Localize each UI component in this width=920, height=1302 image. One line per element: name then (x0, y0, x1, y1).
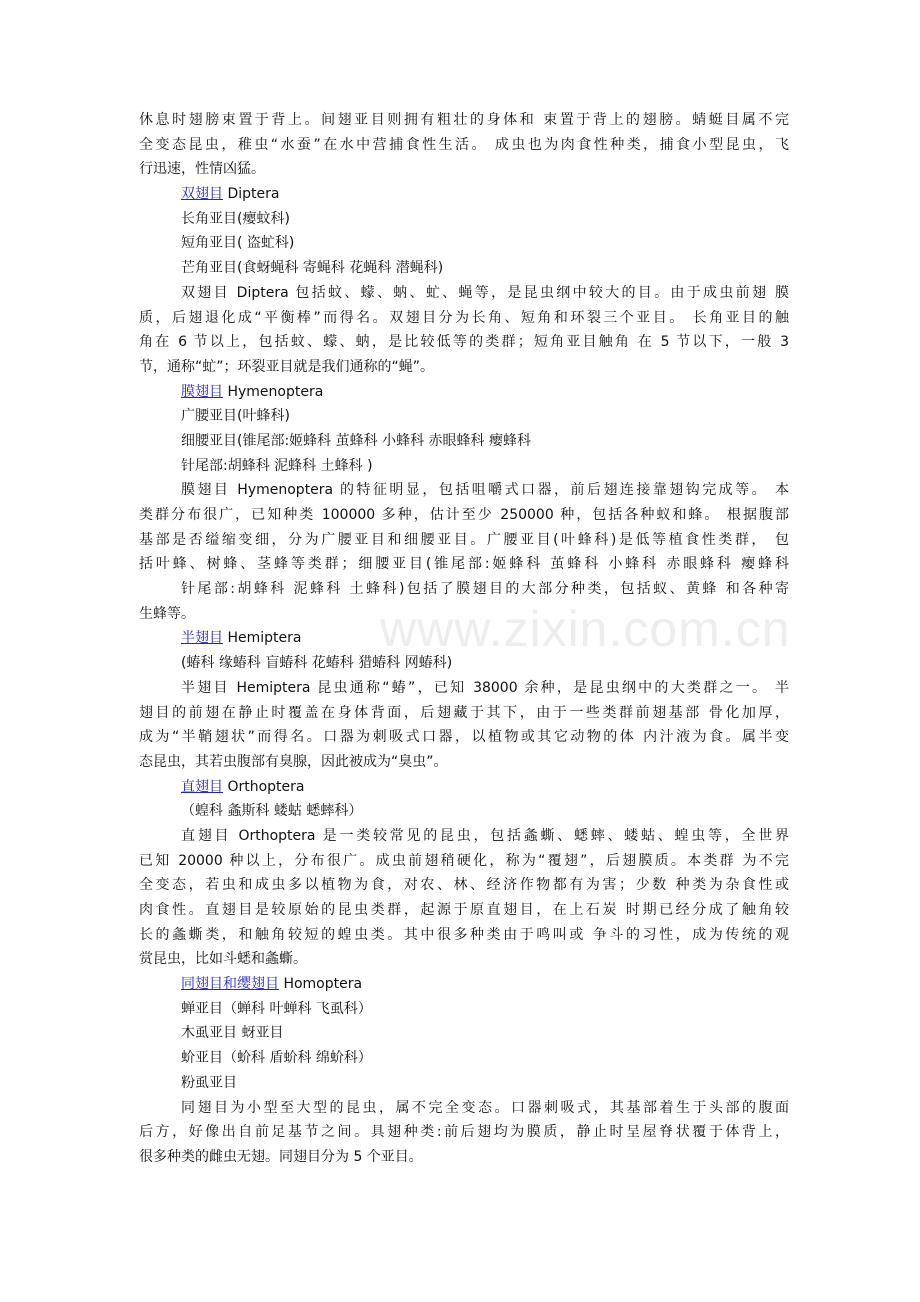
suborder-line: 长角亚目(瘿蚊科) (181, 210, 290, 227)
paragraph-line: 双翅目 Diptera 包括蚊、蠓、蚋、虻、蝇等，是昆虫纲中较大的目。由于成虫前翅 膜 (181, 284, 789, 301)
suborder-line: 蝉亚目（蝉科 叶蝉科 飞虱科） (181, 1000, 372, 1017)
intro-line: 全变态昆虫，稚虫“水蚕”在水中营捕食性生活。 成虫也为肉食性种类，捕食小型昆虫，飞 (139, 136, 789, 153)
paragraph-line: 同翅目为小型至大型的昆虫，属不完全变态。口器刺吸式，其基部着生于头部的腹面 (181, 1099, 789, 1116)
paragraph-line: 角在 6 节以上，包括蚊、蠓、蚋，是比较低等的类群；短角亚目触角 在 5 节以下，一般 3 (139, 334, 789, 351)
section-heading-diptera (139, 182, 789, 207)
diptera-latin: Diptera (227, 186, 280, 203)
paragraph-line: 翅目的前翅在静止时覆盖在身体背面，后翅藏于其下，由于一些类群前翅基部 骨化加厚， (139, 704, 789, 721)
paragraph-line: 半翅目 Hemiptera 昆虫通称“蝽”，已知 38000 余种，是昆虫纲中的大类群之一。 半 (181, 679, 789, 696)
suborder-line: 短角亚目( 盗虻科) (181, 235, 295, 252)
paragraph-line: 肉食性。直翅目是较原始的昆虫类群，起源于原直翅目，在上石炭 时期已经分成了触角较 (139, 902, 789, 918)
paragraph-line: 赏昆虫，比如斗蟋和螽蟖。 (139, 951, 307, 968)
section-heading-orthoptera (139, 775, 789, 800)
paragraph-line: 膜翅目 Hymenoptera 的特征明显，包括咀嚼式口器，前后翅连接靠翅钩完成等。 本 (181, 482, 789, 499)
suborder-line: 芒角亚目(食蚜蝇科 寄蝇科 花蝇科 潜蝇科) (181, 260, 444, 277)
paragraph-line: 长的螽蟖类，和触角较短的蝗虫类。其中很多种类由于鸣叫或 争斗的习性，成为传统的观 (139, 926, 789, 943)
homoptera-latin: Homoptera (283, 976, 363, 993)
family-line: (蝽科 缘蝽科 盲蝽科 花蝽科 猎蝽科 网蝽科) (181, 655, 453, 672)
intro-line: 行迅速，性情凶猛。 (139, 161, 265, 178)
paragraph-line: 全变态，若虫和成虫多以植物为食，对农、林、经济作物都有为害；少数 种类为杂食性或 (139, 877, 789, 894)
suborder-line: 粉虱亚目 (181, 1074, 237, 1091)
paragraph-line: 类群分布很广，已知种类 100000 多种，估计至少 250000 种，包括各种蚁和蜂。 根据腹部 (139, 507, 789, 523)
paragraph-line: 节，通称“虻”；环裂亚目就是我们通称的“蝇”。 (139, 358, 435, 375)
paragraph-line: 态昆虫，其若虫腹部有臭腺，因此被成为“臭虫”。 (139, 753, 448, 770)
suborder-line: 蚧亚目（蚧科 盾蚧科 绵蚧科） (181, 1050, 372, 1067)
paragraph-line: 针尾部:胡蜂科 泥蜂科 土蜂科)包括了膜翅目的大部分种类，包括蚁、黄蜂 和各种寄 (181, 581, 789, 598)
section-heading-hemiptera (139, 626, 789, 651)
document-body (139, 108, 789, 1170)
section-heading-homoptera (139, 972, 789, 997)
suborder-line: 细腰亚目(锥尾部:姬蜂科 茧蜂科 小蜂科 赤眼蜂科 瘿蜂科 (181, 432, 531, 449)
hemiptera-link[interactable]: 半翅目 (181, 630, 223, 647)
suborder-line: 广腰亚目(叶蜂科) (181, 408, 290, 425)
paragraph-line: 后方，好像出自前足基节之间。具翅种类:前后翅均为膜质，静止时呈屋脊状覆于体背上， (139, 1124, 789, 1141)
paragraph-line: 已知 20000 种以上，分布很广。成虫前翅稍硬化，称为“覆翅”，后翅膜质。本类群 为不完 (139, 852, 789, 869)
paragraph-line: 生蜂等。 (139, 605, 195, 622)
hymenoptera-latin: Hymenoptera (227, 383, 324, 400)
paragraph-line: 基部是否缢缩变细，分为广腰亚目和细腰亚目。广腰亚目(叶蜂科)是低等植食性类群， 包 (139, 531, 789, 548)
paragraph-line: 括叶蜂、树蜂、茎蜂等类群；细腰亚目(锥尾部:姬蜂科 茧蜂科 小蜂科 赤眼蜂科 瘿蜂科 (139, 556, 789, 573)
watermark: www.zixin.com.cn (380, 601, 791, 657)
suborder-line: 木虱亚目 蚜亚目 (181, 1025, 284, 1042)
section-heading-hymenoptera (139, 380, 789, 405)
intro-line: 休息时翅膀束置于背上。间翅亚目则拥有粗壮的身体和 束置于背上的翅膀。蜻蜓目属不完 (139, 112, 789, 128)
paragraph-line: 很多种类的雌虫无翅。同翅目分为 5 个亚目。 (139, 1148, 423, 1165)
orthoptera-link[interactable]: 直翅目 (181, 778, 223, 795)
hemiptera-latin: Hemiptera (227, 630, 302, 647)
paragraph-line: 质，后翅退化成“平衡棒”而得名。双翅目分为长角、短角和环裂三个亚目。 长角亚目的触 (139, 309, 789, 326)
paragraph-line: 直翅目 Orthoptera 是一类较常见的昆虫，包括螽蟖、蟋蟀、蝼蛄、蝗虫等，全世界 (181, 827, 789, 844)
homoptera-link[interactable]: 同翅目和缨翅目 (181, 976, 279, 993)
family-line: （蝗科 螽斯科 蝼蛄 蟋蟀科） (181, 803, 363, 820)
orthoptera-latin: Orthoptera (227, 778, 305, 795)
hymenoptera-link[interactable]: 膜翅目 (181, 383, 223, 400)
diptera-link[interactable]: 双翅目 (181, 186, 223, 203)
paragraph-line: 成为“半鞘翅状”而得名。口器为刺吸式口器，以植物或其它动物的体 内汁液为食。属半变 (139, 729, 789, 746)
suborder-line: 针尾部:胡蜂科 泥蜂科 土蜂科 ) (181, 457, 373, 474)
